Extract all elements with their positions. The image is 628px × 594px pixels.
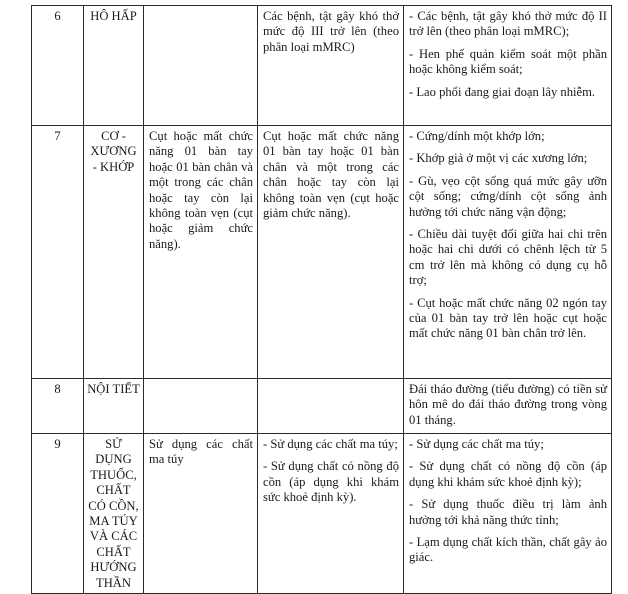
criteria-col5 <box>404 434 612 594</box>
criteria-col4 <box>258 434 404 594</box>
criteria-item: Đái tháo đường (tiểu đường) có tiền sử hôn mê do đái tháo đường trong vòng 01 tháng. <box>409 382 607 427</box>
criteria-col3: Cụt hoặc mất chức năng 01 bàn tay hoặc 01 bàn chân và một trong các chân hoặc tay còn lại không toàn vẹn (cụt hoặc giảm chức năng). <box>144 126 258 379</box>
table-row <box>32 6 612 126</box>
criteria-col4 <box>258 379 404 434</box>
row-number: 7 <box>32 126 84 379</box>
criteria-item: - Cứng/dính một khớp lớn; <box>409 129 545 143</box>
criteria-item: - Sử dụng các chất ma túy; <box>263 437 398 451</box>
disease-group: HÔ HẤP <box>84 6 144 126</box>
criteria-item: - Gù, vẹo cột sống quá mức gây ưỡn cột sống; cứng/dính cột sống ảnh hưởng tới chức năng vận động; <box>409 173 607 219</box>
table-row <box>32 434 612 594</box>
disease-group: NỘI TIẾT <box>84 379 144 434</box>
criteria-item: - Sử dụng chất có nồng độ cồn (áp dụng khi khám sức khoẻ định kỳ); <box>409 459 607 489</box>
criteria-item: - Sử dụng chất có nồng độ cồn (áp dụng khi khám sức khoẻ định kỳ). <box>263 459 399 505</box>
criteria-col3: Sử dụng các chất ma túy <box>144 434 258 594</box>
criteria-col5 <box>404 126 612 379</box>
disease-group: SỬ DỤNG THUỐC, CHẤT CÓ CỒN, MA TÚY VÀ CÁC CHẤT HƯỚNG THẦN <box>84 434 144 594</box>
criteria-col3 <box>144 6 258 126</box>
criteria-item: - Lao phổi đang giai đoạn lây nhiễm. <box>409 84 596 99</box>
criteria-item: - Khớp giả ở một vị các xương lớn; <box>409 151 588 166</box>
disease-group: CƠ - XƯƠNG - KHỚP <box>84 126 144 379</box>
criteria-col4: Cụt hoặc mất chức năng 01 bàn tay hoặc 01 bàn chân và một trong các chân hoặc tay còn lại không toàn vẹn (cụt hoặc giảm chức năng). <box>258 126 404 379</box>
criteria-item: - Sử dụng thuốc điều trị làm ảnh hưởng tới khả năng thức tỉnh; <box>409 497 607 527</box>
document-page <box>31 5 612 594</box>
criteria-item: - Lạm dụng chất kích thần, chất gây ảo giác. <box>409 535 607 565</box>
table-row <box>32 379 612 434</box>
table-row <box>32 126 612 379</box>
criteria-col4: Các bệnh, tật gây khó thở mức độ III trở lên (theo phân loại mMRC) <box>258 6 404 126</box>
criteria-item: - Cụt hoặc mất chức năng 02 ngón tay của 01 bàn tay trở lên hoặc cụt hoặc mất chức năng 01 bàn chân trở lên. <box>409 295 607 341</box>
criteria-item: - Chiều dài tuyệt đối giữa hai chi trên hoặc hai chi dưới có chênh lệch từ 5 cm trở lên mà không có dụng cụ hỗ trợ; <box>409 227 607 288</box>
row-number: 6 <box>32 6 84 126</box>
criteria-item: - Sử dụng các chất ma túy; <box>409 437 544 451</box>
criteria-item: - Hen phế quản kiểm soát một phần hoặc không kiểm soát; <box>409 46 607 77</box>
criteria-col5 <box>404 6 612 126</box>
criteria-col3 <box>144 379 258 434</box>
row-number: 9 <box>32 434 84 594</box>
criteria-item: - Các bệnh, tật gây khó thở mức độ II trở lên (theo phân loại mMRC); <box>409 9 607 39</box>
health-criteria-table <box>31 5 612 594</box>
criteria-col5 <box>404 379 612 434</box>
row-number: 8 <box>32 379 84 434</box>
